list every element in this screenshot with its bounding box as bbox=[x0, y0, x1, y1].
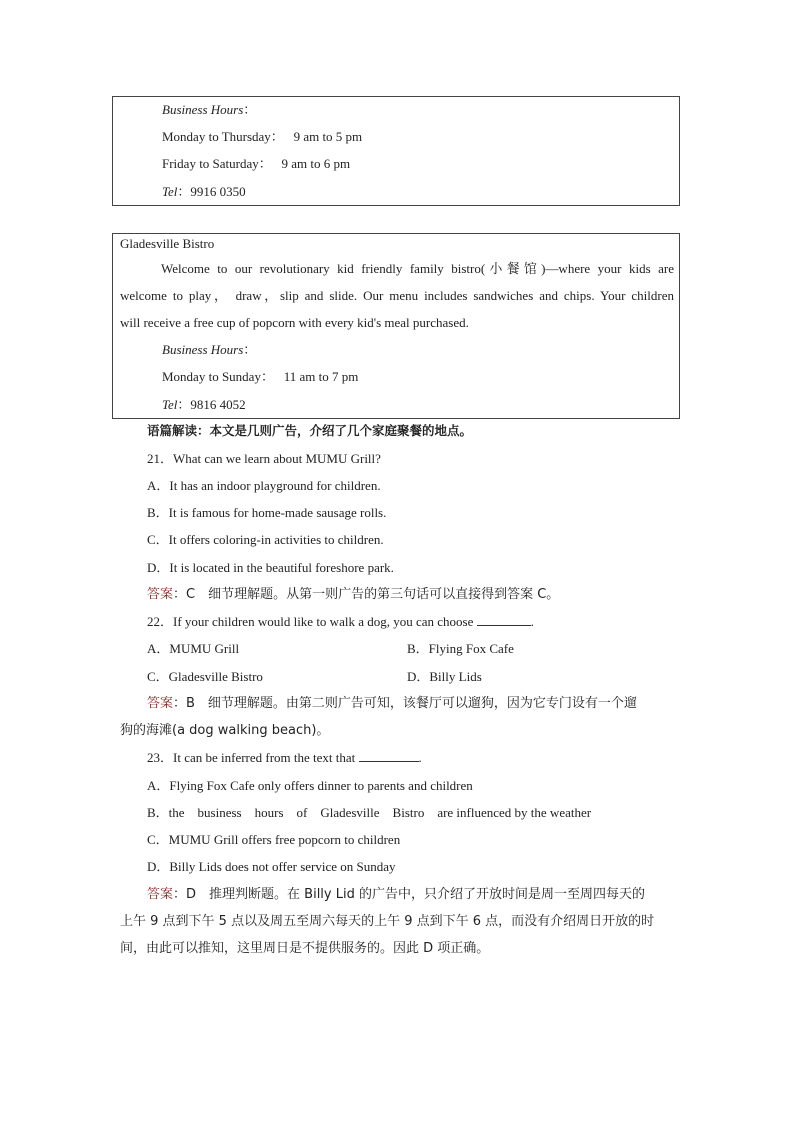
q21-answer-text: ：C 细节理解题。从第一则广告的第三句话可以直接得到答案 C。 bbox=[173, 587, 560, 602]
q22-answer-row-2: 狗的海滩(a dog walking beach)。 bbox=[120, 723, 330, 738]
q23-option-a: A．Flying Fox Cafe only offers dinner to parents and children bbox=[147, 778, 473, 793]
business-hours-heading bbox=[162, 99, 256, 118]
q23-option-d: D．Billy Lids does not offer service on Sunday bbox=[147, 859, 396, 874]
bistro-hours-day: Monday to Sunday： bbox=[162, 369, 274, 384]
bistro-hours-heading bbox=[162, 339, 256, 358]
business-hours-colon: ： bbox=[243, 102, 257, 117]
hours-day-1: Monday to Thursday： bbox=[162, 129, 284, 144]
tel-value: ：9916 0350 bbox=[177, 184, 246, 199]
bistro-desc-row-2: welcome to play， draw，slip and slide. Our menu includes sandwiches and chips. Your children bbox=[120, 288, 674, 303]
q22-answer-row-1 bbox=[147, 692, 637, 711]
bistro-tel-value: ：9816 4052 bbox=[177, 397, 246, 412]
bistro-tel-label: Tel bbox=[162, 397, 178, 412]
q22-stem-end: . bbox=[530, 614, 534, 629]
q21-stem: 21．What can we learn about MUMU Grill? bbox=[147, 451, 381, 466]
q21-option-b: B．It is famous for home-made sausage rolls. bbox=[147, 505, 387, 520]
ad-box-gladesville-bistro bbox=[112, 233, 680, 419]
q22-option-c: C．Gladesville Bistro bbox=[147, 669, 263, 684]
q23-option-c: C．MUMU Grill offers free popcorn to children bbox=[147, 832, 401, 847]
q21-answer-label: 答案 bbox=[147, 587, 174, 602]
q22-answer-text-1: ：B 细节理解题。由第二则广告可知，该餐厅可以遛狗，因为它专门设有一个遛 bbox=[173, 696, 637, 711]
bistro-hours-line bbox=[162, 366, 358, 385]
hours-day-2: Friday to Saturday： bbox=[162, 156, 272, 171]
q23-answer-row-3: 间，由此可以推知，这里周日是不提供服务的。因此 D 项正确。 bbox=[120, 941, 490, 956]
q21-option-c: C．It offers coloring-in activities to children. bbox=[147, 532, 384, 547]
bistro-hours-label: Business Hours bbox=[162, 342, 244, 357]
q23-answer-text-1: ：D 推理判断题。在 Billy Lid 的广告中，只介绍了开放时间是周一至周四每天的 bbox=[173, 887, 645, 902]
hours-time-1: 9 am to 5 pm bbox=[293, 129, 363, 144]
q22-option-d: D．Billy Lids bbox=[407, 669, 482, 684]
q22-blank bbox=[477, 614, 531, 626]
hours-time-2: 9 am to 6 pm bbox=[281, 156, 351, 171]
q23-option-b: B．the business hours of Gladesville Bistro are influenced by the weather bbox=[147, 805, 592, 820]
business-hours-label: Business Hours bbox=[162, 102, 244, 117]
tel-line bbox=[162, 181, 246, 200]
q21-option-a: A．It has an indoor playground for children. bbox=[147, 478, 381, 493]
q21-answer bbox=[147, 583, 559, 602]
bistro-tel-line bbox=[162, 394, 246, 413]
q23-stem-end: . bbox=[418, 750, 422, 765]
q22-option-a: A．MUMU Grill bbox=[147, 641, 240, 656]
q22-stem bbox=[147, 611, 534, 630]
q23-answer-label: 答案 bbox=[147, 887, 174, 902]
q23-blank bbox=[359, 750, 419, 762]
hours-line-1 bbox=[162, 126, 362, 145]
bistro-desc-row-3: will receive a free cup of popcorn with every kid's meal purchased. bbox=[120, 315, 469, 330]
q23-stem bbox=[147, 747, 422, 766]
q21-option-d: D．It is located in the beautiful foreshore park. bbox=[147, 560, 394, 575]
ad-box-hours-1 bbox=[112, 96, 680, 206]
passage-summary: 语篇解读：本文是几则广告，介绍了几个家庭聚餐的地点。 bbox=[147, 423, 473, 438]
bistro-desc-row-1: Welcome to our revolutionary kid friendly family bistro(小餐馆)—where your kids are bbox=[161, 261, 674, 276]
q23-answer-row-1 bbox=[147, 883, 645, 902]
bistro-hours-time: 11 am to 7 pm bbox=[283, 369, 359, 384]
q23-answer-row-2: 上午 9 点到下午 5 点以及周五至周六每天的上午 9 点到下午 6 点，而没有介绍周日开放的时 bbox=[120, 914, 655, 929]
q22-option-b: B．Flying Fox Cafe bbox=[407, 641, 514, 656]
bistro-title: Gladesville Bistro bbox=[120, 236, 215, 251]
bistro-description bbox=[120, 255, 674, 336]
tel-label: Tel bbox=[162, 184, 178, 199]
q22-stem-text: 22．If your children would like to walk a dog, you can choose bbox=[147, 614, 477, 629]
q22-answer-label: 答案 bbox=[147, 696, 174, 711]
hours-line-2 bbox=[162, 153, 350, 172]
bistro-hours-colon: ： bbox=[243, 342, 257, 357]
q23-stem-text: 23．It can be inferred from the text that bbox=[147, 750, 359, 765]
